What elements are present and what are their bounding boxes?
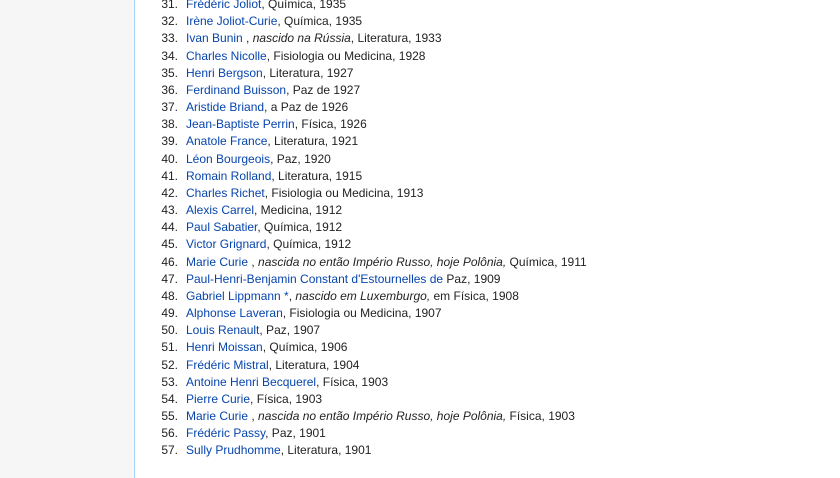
list-item-number: 57. — [161, 443, 178, 458]
laureate-link[interactable]: Ferdinand Buisson — [186, 82, 287, 97]
list-item-number: 49. — [161, 306, 178, 321]
list-item-entry — [186, 99, 348, 116]
laureate-link[interactable]: Léon Bourgeois — [186, 151, 271, 166]
prize-detail: , Física, 1903 — [250, 391, 323, 406]
prize-detail: , Paz, 1907 — [259, 323, 321, 338]
list-item-entry — [186, 322, 320, 339]
list-item-entry — [186, 254, 587, 271]
list-item-entry — [186, 357, 359, 374]
prize-detail: Física, 1903 — [506, 409, 575, 424]
list-item-number: 33. — [161, 31, 178, 46]
list-item-entry — [186, 82, 360, 99]
list-item-entry — [186, 151, 331, 168]
list-item-number: 46. — [161, 254, 178, 269]
list-item-entry — [186, 288, 519, 305]
list-item-number: 55. — [161, 409, 178, 424]
list-item-entry — [186, 116, 367, 133]
prize-detail: , a Paz de 1926 — [264, 100, 349, 115]
list-item-number: 36. — [161, 82, 178, 97]
prize-detail: , Fisiologia ou Medicina, 1913 — [264, 185, 424, 200]
list-item-number: 39. — [161, 134, 178, 149]
list-item-number: 52. — [161, 357, 178, 372]
birthplace-note: nascido na Rússia — [252, 31, 351, 46]
separator-text: , — [248, 254, 259, 269]
prize-detail: Química, 1911 — [506, 254, 587, 269]
list-item-entry — [186, 374, 388, 391]
list-item-entry — [186, 0, 346, 13]
laureate-link[interactable]: Paul-Henri-Benjamin Constant d'Estournelles de — [186, 271, 444, 286]
laureate-link[interactable]: Henri Moissan — [186, 340, 263, 355]
laureate-link[interactable]: Frédéric Passy — [186, 426, 266, 441]
list-item-entry — [186, 133, 358, 150]
list-item-entry — [186, 425, 326, 442]
prize-detail: , Literatura, 1901 — [280, 443, 372, 458]
laureate-link[interactable]: Ivan Bunin — [186, 31, 243, 46]
list-item-entry — [186, 442, 371, 459]
prize-detail: , Medicina, 1912 — [254, 203, 343, 218]
laureate-link[interactable]: Pierre Curie — [186, 391, 251, 406]
prize-detail: , Química, 1935 — [261, 0, 347, 11]
prize-detail: , Literatura, 1915 — [271, 168, 363, 183]
list-item-number: 51. — [161, 340, 178, 355]
list-item-number: 50. — [161, 323, 178, 338]
prize-detail: em Física, 1908 — [430, 288, 519, 303]
laureate-link[interactable]: Romain Rolland — [186, 168, 272, 183]
laureate-link[interactable]: Sully Prudhomme — [186, 443, 281, 458]
prize-detail: , Literatura, 1927 — [262, 65, 354, 80]
list-item-number: 31. — [161, 0, 178, 11]
list-item-number: 53. — [161, 374, 178, 389]
separator-text: , — [288, 288, 296, 303]
list-item-number: 41. — [161, 168, 178, 183]
list-item-number: 43. — [161, 203, 178, 218]
list-item-number: 38. — [161, 117, 178, 132]
prize-detail: , Fisiologia ou Medicina, 1907 — [282, 306, 442, 321]
laureate-link[interactable]: Aristide Briand — [186, 100, 265, 115]
list-item-entry — [186, 65, 353, 82]
list-item-entry — [186, 305, 442, 322]
prize-detail: , Paz, 1920 — [270, 151, 331, 166]
list-item-number: 44. — [161, 220, 178, 235]
list-item-entry — [186, 30, 442, 47]
laureate-link[interactable]: Frédéric Mistral — [186, 357, 269, 372]
laureate-link[interactable]: Irène Joliot-Curie — [186, 14, 278, 29]
prize-detail: , Química, 1912 — [266, 237, 352, 252]
laureate-link[interactable]: Paul Sabatier — [186, 220, 258, 235]
laureate-link[interactable]: Frédéric Joliot — [186, 0, 262, 11]
prize-detail: , Paz, 1901 — [265, 426, 326, 441]
laureate-link[interactable]: Antoine Henri Becquerel — [186, 374, 317, 389]
list-item-number: 40. — [161, 151, 178, 166]
prize-detail: , Física, 1903 — [316, 374, 389, 389]
birthplace-note: nascida no então Império Russo, hoje Polônia, — [258, 409, 507, 424]
list-item-number: 35. — [161, 65, 178, 80]
laureate-link[interactable]: Alexis Carrel — [186, 203, 255, 218]
list-item-number: 34. — [161, 48, 178, 63]
separator-text: , — [242, 31, 253, 46]
list-item-entry — [186, 391, 322, 408]
list-item-entry — [186, 236, 351, 253]
list-item-entry — [186, 185, 423, 202]
list-item-entry — [186, 271, 500, 288]
list-item-number: 56. — [161, 426, 178, 441]
laureate-link[interactable]: Anatole France — [186, 134, 268, 149]
prize-detail: , Literatura, 1904 — [268, 357, 360, 372]
list-item-entry — [186, 339, 347, 356]
list-item-entry — [186, 48, 425, 65]
list-item-number: 54. — [161, 391, 178, 406]
prize-detail: , Química, 1935 — [277, 14, 363, 29]
list-item-number: 42. — [161, 185, 178, 200]
list-item-entry — [186, 13, 362, 30]
article-content — [134, 0, 840, 478]
laureate-link[interactable]: Henri Bergson — [186, 65, 263, 80]
separator-text: , — [248, 409, 259, 424]
list-item-entry — [186, 408, 575, 425]
laureate-link[interactable]: Victor Grignard — [186, 237, 267, 252]
laureate-link[interactable]: Marie Curie — [186, 409, 249, 424]
prize-detail: , Literatura, 1921 — [267, 134, 359, 149]
list-item-entry — [186, 168, 362, 185]
prize-detail: , Literatura, 1933 — [350, 31, 442, 46]
laureate-link[interactable]: Marie Curie — [186, 254, 249, 269]
prize-detail: , Química, 1906 — [262, 340, 348, 355]
list-item-number: 37. — [161, 100, 178, 115]
list-item-entry — [186, 219, 342, 236]
birthplace-note: nascida no então Império Russo, hoje Polônia, — [258, 254, 507, 269]
prize-detail: , Química, 1912 — [257, 220, 343, 235]
laureate-link[interactable]: Louis Renault — [186, 323, 260, 338]
list-item-number: 45. — [161, 237, 178, 252]
prize-detail: , Fisiologia ou Medicina, 1928 — [266, 48, 426, 63]
laureate-link[interactable]: Charles Richet — [186, 185, 265, 200]
laureate-link[interactable]: Charles Nicolle — [186, 48, 267, 63]
prize-detail: Paz, 1909 — [443, 271, 501, 286]
list-item-entry — [186, 202, 342, 219]
prize-detail: , Física, 1926 — [294, 117, 367, 132]
list-item-number: 47. — [161, 271, 178, 286]
list-item-number: 48. — [161, 288, 178, 303]
prize-detail: , Paz de 1927 — [286, 82, 361, 97]
laureate-link[interactable]: Alphonse Laveran — [186, 306, 283, 321]
birthplace-note: nascido em Luxemburgo, — [295, 288, 431, 303]
list-item-number: 32. — [161, 14, 178, 29]
laureate-link[interactable]: Gabriel Lippmann * — [186, 288, 289, 303]
laureate-link[interactable]: Jean-Baptiste Perrin — [186, 117, 295, 132]
